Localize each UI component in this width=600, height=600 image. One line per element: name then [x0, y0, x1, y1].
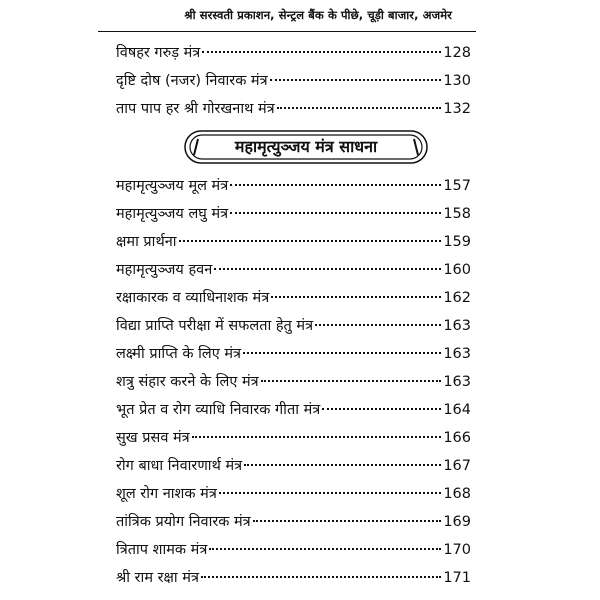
toc-entry — [116, 483, 471, 505]
running-header: श्री सरस्वती प्रकाशन, सेन्ट्रल बैंक के पीछे, चूड़ी बाजार, अजमेर — [184, 8, 452, 22]
toc-entry — [116, 399, 471, 421]
toc-entry-page: 170 — [443, 542, 471, 558]
toc-entry-title: विषहर गरुड़ मंत्र — [116, 45, 201, 61]
dot-leader — [230, 212, 441, 214]
toc-entry-page: 159 — [443, 234, 471, 250]
dot-leader — [253, 520, 442, 522]
dot-leader — [209, 548, 441, 550]
dot-leader — [243, 352, 441, 354]
toc-entry-title: लक्ष्मी प्राप्ति के लिए मंत्र — [116, 346, 242, 362]
toc-entry-title: दृष्टि दोष (नजर) निवारक मंत्र — [116, 73, 268, 89]
toc-entry-title: महामृत्युञ्जय लघु मंत्र — [116, 206, 229, 222]
toc-entry-page: 132 — [443, 101, 471, 117]
toc-entry — [116, 567, 471, 589]
dot-leader — [219, 492, 441, 494]
toc-entry-page: 163 — [443, 318, 471, 334]
dot-leader — [202, 51, 441, 53]
dot-leader — [261, 380, 442, 382]
toc-entry-title: ताप पाप हर श्री गोरखनाथ मंत्र — [116, 101, 275, 117]
toc-entry-title: त्रिताप शामक मंत्र — [116, 542, 208, 558]
toc-entry-page: 162 — [443, 290, 471, 306]
toc-entry-title: महामृत्युञ्जय मूल मंत्र — [116, 178, 229, 194]
toc-entry — [116, 511, 471, 533]
toc-entry-page: 163 — [443, 346, 471, 362]
dot-leader — [315, 324, 441, 326]
dot-leader — [230, 184, 441, 186]
dot-leader — [179, 240, 442, 242]
toc-entry-title: सुख प्रसव मंत्र — [116, 430, 190, 446]
toc-entry-title: महामृत्युञ्जय हवन — [116, 262, 213, 278]
toc-entry-page: 168 — [443, 486, 471, 502]
dot-leader — [214, 268, 441, 270]
toc-entry-page: 130 — [443, 73, 471, 89]
toc-entry-page: 157 — [443, 178, 471, 194]
toc-entry — [116, 175, 471, 197]
dot-leader — [192, 436, 442, 438]
toc-entry — [116, 42, 471, 64]
toc-entry — [116, 427, 471, 449]
toc-entry — [116, 231, 471, 253]
section-title: महामृत्युञ्जय मंत्र साधना — [234, 137, 378, 156]
toc-entry-title: शूल रोग नाशक मंत्र — [116, 486, 217, 502]
toc-entry-title: तांत्रिक प्रयोग निवारक मंत्र — [116, 514, 251, 530]
header-rule — [98, 31, 476, 32]
toc-entry — [116, 539, 471, 561]
dot-leader — [201, 576, 441, 578]
toc-entry-page: 163 — [443, 374, 471, 390]
dot-leader — [270, 79, 442, 81]
dot-leader — [244, 464, 441, 466]
toc-entry-title: भूत प्रेत व रोग व्याधि निवारक गीता मंत्र — [116, 402, 321, 418]
section-heading — [184, 130, 428, 164]
toc-entry-title: रक्षाकारक व व्याधिनाशक मंत्र — [116, 290, 270, 306]
toc-entry-page: 171 — [443, 570, 471, 586]
toc-entry-title: शत्रु संहार करने के लिए मंत्र — [116, 374, 259, 390]
dot-leader — [277, 107, 442, 109]
toc-entry — [116, 371, 471, 393]
dot-leader — [322, 408, 441, 410]
toc-entry-page: 169 — [443, 514, 471, 530]
toc-entry-page: 160 — [443, 262, 471, 278]
toc-entry-page: 164 — [443, 402, 471, 418]
toc-entry — [116, 315, 471, 337]
toc-entry — [116, 98, 471, 120]
dot-leader — [271, 296, 441, 298]
toc-entry — [116, 203, 471, 225]
toc-entry-page: 166 — [443, 430, 471, 446]
toc-entry — [116, 70, 471, 92]
toc-entry-title: विद्या प्राप्ति परीक्षा में सफलता हेतु मंत्र — [116, 318, 314, 334]
toc-entry — [116, 455, 471, 477]
toc-entry-title: क्षमा प्रार्थना — [116, 234, 177, 250]
toc-entry — [116, 259, 471, 281]
toc-entry — [116, 287, 471, 309]
toc-entry-page: 167 — [443, 458, 471, 474]
toc-entry-page: 128 — [443, 45, 471, 61]
toc-entry-title: श्री राम रक्षा मंत्र — [116, 570, 199, 586]
toc-entry-title: रोग बाधा निवारणार्थ मंत्र — [116, 458, 243, 474]
toc-entry — [116, 343, 471, 365]
toc-entry-page: 158 — [443, 206, 471, 222]
